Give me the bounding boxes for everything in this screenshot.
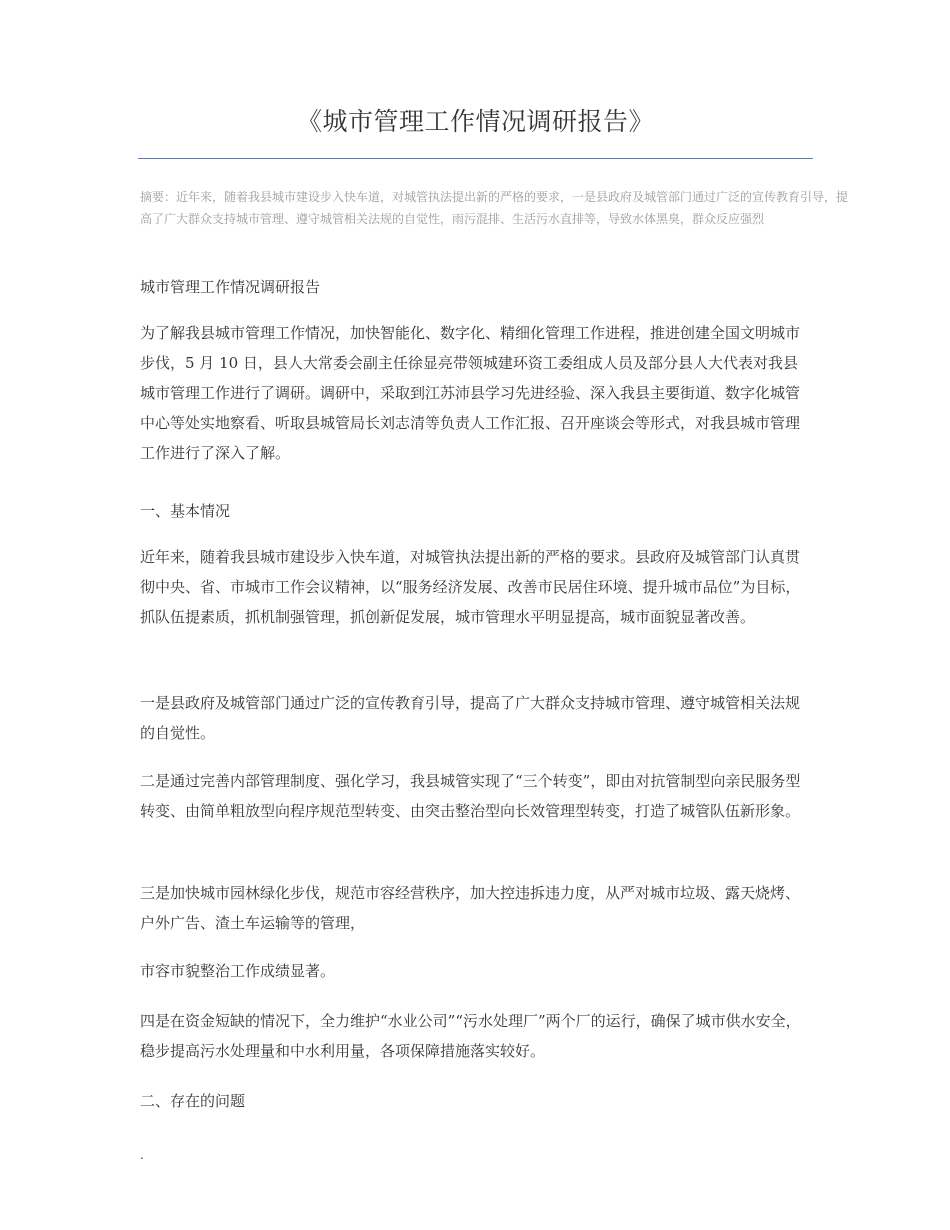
abstract: 摘要：近年来，随着我县城市建设步入快车道，对城管执法提出新的严格的要求，一是县政府及城管部门通过广泛的宣传教育引导，提高了广大群众支持城市管理、遵守城管相关法规的自觉性，雨污混排、生活污水直排等，导致水体黑臭，群众反应强烈 (140, 190, 849, 226)
paragraph-intro: 为了解我县城市管理工作情况，加快智能化、数字化、精细化管理工作进程，推进创建全国文明城市步伐，5 月 10 日，县人大常委会副主任徐显亮带领城建环资工委组成人员及部分县人大代表对我县城市管理工作进行了调研。调研中，采取到江苏沛县学习先进经验、深入我县主要街道、数字化城管中心等处实地察看、听取县城管局长刘志清等负责人工作汇报、召开座谈会等形式，对我县城市管理工作进行了深入了解。 (140, 324, 801, 462)
document-title: 《城市管理工作情况调研报告》 (296, 107, 654, 136)
section-heading-problems: 二、存在的问题 (140, 1092, 246, 1110)
title-divider (138, 158, 813, 159)
paragraph-point-three: 三是加快城市园林绿化步伐，规范市容经营秩序，加大控违拆违力度，从严对城市垃圾、露天烧烤、户外广告、渣土车运输等的管理， (140, 884, 801, 932)
section-heading-basic: 一、基本情况 (140, 502, 231, 520)
paragraph-point-four: 四是在资金短缺的情况下，全力维护“水业公司”“污水处理厂”两个厂的运行，确保了城市供水安全，稳步提高污水处理量和中水利用量，各项保障措施落实较好。 (140, 1012, 801, 1060)
paragraph-point-two: 二是通过完善内部管理制度、强化学习，我县城管实现了“三个转变”，即由对抗管制型向亲民服务型转变、由简单粗放型向程序规范型转变、由突击整治型向长效管理型转变，打造了城管队伍新形象。 (140, 772, 801, 820)
paragraph-point-three-cont: 市容市貌整治工作成绩显著。 (140, 962, 336, 980)
footer-mark: . (140, 1148, 144, 1162)
paragraph-point-one: 一是县政府及城管部门通过广泛的宣传教育引导，提高了广大群众支持城市管理、遵守城管相关法规的自觉性。 (140, 694, 801, 742)
paragraph-basic-overview: 近年来，随着我县城市建设步入快车道，对城管执法提出新的严格的要求。县政府及城管部门认真贯彻中央、省、市城市工作会议精神，以“服务经济发展、改善市民居住环境、提升城市品位”为目标，抓队伍提素质，抓机制强管理，抓创新促发展，城市管理水平明显提高，城市面貌显著改善。 (140, 548, 801, 626)
report-subtitle: 城市管理工作情况调研报告 (140, 278, 321, 296)
